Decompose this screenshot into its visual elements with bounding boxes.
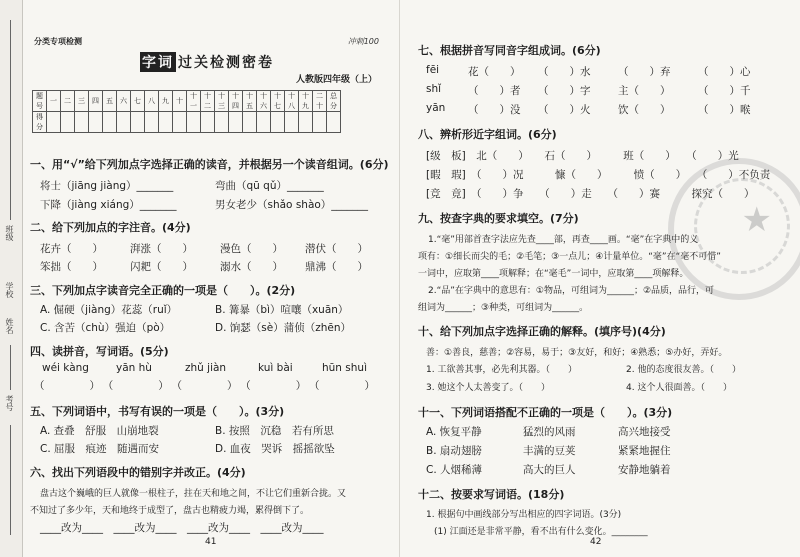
score-cell xyxy=(75,112,89,133)
q1-item: 将士（jiāng jiàng）_______ xyxy=(40,180,174,192)
q7-pinyin: yān xyxy=(426,102,446,114)
score-header-cell: 十七 xyxy=(271,91,285,112)
binding-line xyxy=(10,345,11,390)
score-cell xyxy=(187,112,201,133)
q1-item: 弯曲（qū qǔ）_______ xyxy=(215,180,324,192)
title-text: 过关检测密卷 xyxy=(178,55,274,71)
score-header-cell: 九 xyxy=(159,91,173,112)
score-cell xyxy=(145,112,159,133)
score-header-cell: 题号 xyxy=(33,91,47,112)
binding-line xyxy=(10,20,11,220)
q6-answer-line: ____改为____ ____改为____ ____改为____ ____改为____ xyxy=(40,522,324,534)
q7-item: 主（ ） xyxy=(618,85,671,97)
q9-line: 项有：①细长而尖的毛；②毛笔；③一点儿；④计量单位。“毫”在“毫不可惜” xyxy=(418,252,721,262)
score-cell xyxy=(327,112,341,133)
score-header-cell: 四 xyxy=(89,91,103,112)
q11-option-c: 安静地躺着 xyxy=(618,464,671,476)
q11-option-c: C. 人烟稀薄 xyxy=(426,464,483,476)
q7-item: （ ）弃 xyxy=(618,66,671,78)
q4-title: 四、读拼音，写词语。(5分) xyxy=(30,345,169,358)
q12-title: 十二、按要求写词语。(18分) xyxy=(418,488,565,501)
score-value-row xyxy=(33,112,341,133)
score-header-row xyxy=(33,91,341,112)
score-header-cell: 七 xyxy=(131,91,145,112)
score-cell xyxy=(117,112,131,133)
q8-row: [级 板] 北（ ） 石（ ） 班（ ） （ ）光 xyxy=(426,150,739,162)
score-header-cell: 八 xyxy=(145,91,159,112)
q12-line: (1) 江面还是非常平静，看不出有什么变化。________ xyxy=(434,527,648,537)
q7-item: （ ）千 xyxy=(698,85,751,97)
score-cell xyxy=(173,112,187,133)
q10-item: 4. 这个人很面善。（ ） xyxy=(626,383,732,393)
q11-option-b: 丰满的豆荚 xyxy=(523,445,576,457)
score-cell xyxy=(271,112,285,133)
binding-strip xyxy=(0,0,23,557)
q10-item: 2. 他的态度很友善。（ ） xyxy=(626,365,741,375)
score-cell xyxy=(243,112,257,133)
score-header-cell: 十二 xyxy=(201,91,215,112)
q5-option-d: D. 血夜 哭诉 摇摇欲坠 xyxy=(215,443,335,455)
score-header-cell: 二十 xyxy=(313,91,327,112)
q9-line: 组词为______；③种类，可组词为______。 xyxy=(418,303,589,313)
q11-option-a: A. 恢复平静 xyxy=(426,426,482,438)
score-header-cell: 五 xyxy=(103,91,117,112)
score-header-cell: 十一 xyxy=(187,91,201,112)
score-header-cell: 六 xyxy=(117,91,131,112)
q11-option-c: 高大的巨人 xyxy=(523,464,576,476)
q7-pinyin: fēi xyxy=(426,64,440,76)
strip-id-label: 考号 xyxy=(5,395,14,411)
grade-label: 人教版四年级（上） xyxy=(295,75,377,85)
paper-title xyxy=(140,52,274,72)
score-cell xyxy=(47,112,61,133)
q9-line: 一词中，应取第____项解释；在“毫毛”一词中，应取第____项解释。 xyxy=(418,269,689,279)
score-cell xyxy=(215,112,229,133)
q7-item: （ ）者 xyxy=(468,85,521,97)
q2-item: 湃涨（ ） xyxy=(130,243,193,255)
score-cell xyxy=(61,112,75,133)
q8-row: [竞 竟] （ ）争 （ ）走 （ ）赛 探究（ ） xyxy=(426,188,755,200)
q3-option-d: D. 饷瑟（sè）蒲侦（zhēn） xyxy=(215,322,351,334)
binding-line xyxy=(10,425,11,535)
q6-title: 六、找出下列语段中的错别字并改正。(4分) xyxy=(30,466,246,479)
q11-title: 十一、下列词语搭配不正确的一项是（ ）。(3分) xyxy=(418,406,673,419)
score-header-cell: 一 xyxy=(47,91,61,112)
series-label: 分类专项检测 xyxy=(34,37,82,46)
score-header-cell: 十四 xyxy=(229,91,243,112)
q7-item: 饮（ ） xyxy=(618,104,671,116)
score-header-cell: 十三 xyxy=(215,91,229,112)
q11-option-b: B. 扇动翅膀 xyxy=(426,445,482,457)
q2-item: 花卉（ ） xyxy=(40,243,103,255)
strip-school-label: 学校 xyxy=(5,282,14,298)
score-header-cell: 十 xyxy=(173,91,187,112)
q7-item: （ ）字 xyxy=(538,85,591,97)
q8-row: [暇 瑕] （ ）况 慷（ ） 愤（ ） （ ）不负责 xyxy=(426,169,771,181)
q5-option-b: B. 按照 沉稳 若有所思 xyxy=(215,425,334,437)
q2-item: 潜伏（ ） xyxy=(305,243,368,255)
page-number: 42 xyxy=(590,537,602,547)
q7-item: （ ）喉 xyxy=(698,104,751,116)
q4-pinyin: yān hù xyxy=(116,362,152,374)
q5-title: 五、下列词语中，书写有误的一项是（ ）。(3分) xyxy=(30,405,285,418)
score-header-cell: 十五 xyxy=(243,91,257,112)
q7-item: （ ）没 xyxy=(468,104,521,116)
q11-option-a: 高兴地接受 xyxy=(618,426,671,438)
q5-option-a: A. 查叠 舒服 山崩地裂 xyxy=(40,425,159,437)
q5-option-c: C. 屈服 痕迹 随遇而安 xyxy=(40,443,160,455)
q12-line: 1. 根据句中画线部分写出相应的四字词语。(3分) xyxy=(426,510,622,520)
q9-line: 2.“品”在字典中的意思有：①物品，可组词为______；②品质，品行，可 xyxy=(428,286,715,296)
score-cell xyxy=(89,112,103,133)
q9-title: 九、按查字典的要求填空。(7分) xyxy=(418,212,579,225)
score-cell xyxy=(131,112,145,133)
q1-item: 男女老少（shǎo shào）_______ xyxy=(215,199,369,211)
q7-item: （ ）心 xyxy=(698,66,751,78)
q9-line: 1.“毫”用部首查字法应先查____部，再查____画。“毫”在字典中的义 xyxy=(428,235,699,245)
title-highlight: 字词 xyxy=(140,52,176,72)
q7-title: 七、根据拼音写同音字组成词。(6分) xyxy=(418,44,601,57)
q1-item: 下降（jiàng xiáng）_______ xyxy=(40,199,177,211)
watermark-glyph: ★ xyxy=(741,200,772,240)
score-header-cell: 十九 xyxy=(299,91,313,112)
series-mark: 冲刺100 xyxy=(347,37,379,46)
q3-option-a: A. 倔硬（jiàng）花蕊（ruǐ） xyxy=(40,304,178,316)
q10-title: 十、给下列加点字选择正确的解释。(填序号)(4分) xyxy=(418,325,666,338)
q7-pinyin: shǐ xyxy=(426,83,442,95)
q2-item: 笨拙（ ） xyxy=(40,261,103,273)
q4-pinyin: wéi kàng xyxy=(42,362,89,374)
q6-passage-line: 不知过了多少年，天和地终于成型了，盘古也精疲力竭，累得倒下了。 xyxy=(30,506,310,516)
q7-item: （ ）火 xyxy=(538,104,591,116)
score-cell: 得分 xyxy=(33,112,47,133)
q1-title: 一、用“√”给下列加点字选择正确的读音，并根据另一个读音组词。(6分) xyxy=(30,158,389,171)
q4-pinyin: hūn shuì xyxy=(322,362,367,374)
q7-item: （ ）水 xyxy=(538,66,591,78)
q4-pinyin: kuì bài xyxy=(258,362,293,374)
q2-item: 闪耙（ ） xyxy=(130,261,193,273)
page-number: 41 xyxy=(205,537,217,547)
q3-option-c: C. 含苦（chù）强迫（pò） xyxy=(40,322,171,334)
score-header-cell: 总分 xyxy=(327,91,341,112)
strip-name-label: 姓名 xyxy=(5,318,14,334)
q4-answer-brackets: （ ）（ ）（ ）（ ）（ ） xyxy=(34,380,383,392)
q10-item: 3. 她这个人太善变了。（ ） xyxy=(426,383,550,393)
q2-item: 漫色（ ） xyxy=(220,243,283,255)
score-header-cell: 三 xyxy=(75,91,89,112)
score-header-cell: 二 xyxy=(61,91,75,112)
q6-passage-line: 盘古这个巍峨的巨人就像一根柱子，拄在天和地之间，不让它们重新合拢。又 xyxy=(40,489,347,499)
q10-item: 1. 工欲善其事，必先利其器。（ ） xyxy=(426,365,577,375)
q11-option-a: 猛烈的风雨 xyxy=(523,426,576,438)
score-table xyxy=(32,90,341,133)
q2-item: 鼎沸（ ） xyxy=(305,261,368,273)
q2-title: 二、给下列加点的字注音。(4分) xyxy=(30,221,191,234)
q2-item: 溺水（ ） xyxy=(220,261,283,273)
q10-definition: 善：①善良，慈善；②容易，易于；③友好，和好；④熟悉；⑤办好，弄好。 xyxy=(426,348,728,358)
q3-title: 三、下列加点字读音完全正确的一项是（ ）。(2分) xyxy=(30,284,296,297)
score-header-cell: 十八 xyxy=(285,91,299,112)
q3-option-b: B. 篝暴（bì）喧嚷（xuān） xyxy=(215,304,349,316)
score-cell xyxy=(229,112,243,133)
right-page xyxy=(400,0,800,557)
score-cell xyxy=(201,112,215,133)
score-cell xyxy=(299,112,313,133)
score-cell xyxy=(285,112,299,133)
q8-title: 八、辨析形近字组词。(6分) xyxy=(418,128,557,141)
q7-item: 花（ ） xyxy=(468,66,521,78)
score-cell xyxy=(159,112,173,133)
q4-pinyin: zhǔ jiàn xyxy=(185,362,227,374)
score-cell xyxy=(313,112,327,133)
score-cell xyxy=(103,112,117,133)
score-cell xyxy=(257,112,271,133)
score-header-cell: 十六 xyxy=(257,91,271,112)
strip-class-label: 班级 xyxy=(5,225,14,241)
q11-option-b: 紧紧地握住 xyxy=(618,445,671,457)
